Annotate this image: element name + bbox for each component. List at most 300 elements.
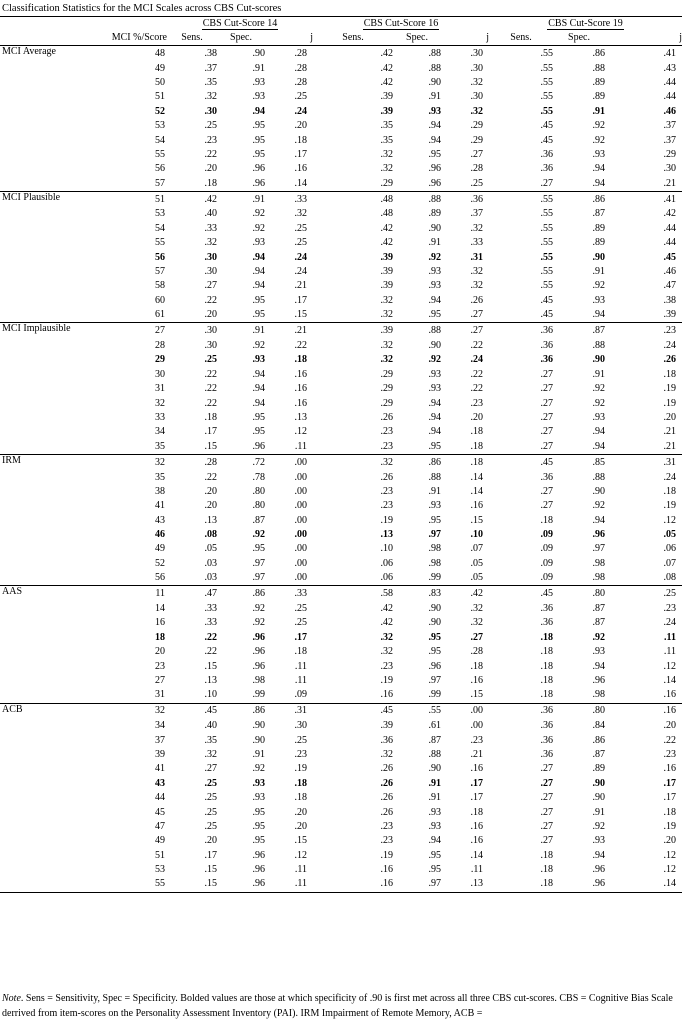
mci-score-cell: 31 [155, 689, 165, 701]
stat-cell: .36 [540, 471, 553, 483]
stat-cell: .48 [313, 191, 393, 207]
stat-cell: .35 [380, 120, 393, 132]
stat-cell: .17 [204, 426, 217, 438]
stat-cell: .36 [489, 323, 553, 339]
stat-cell: .90 [592, 251, 605, 263]
stat-cell: .16 [663, 689, 676, 701]
stat-cell: .32 [204, 748, 217, 760]
mci-score-cell: 29 [155, 354, 165, 366]
stat-cell: .15 [294, 835, 307, 847]
stat-cell: .32 [470, 76, 483, 88]
stat-cell: .28 [167, 454, 217, 470]
stat-cell: .44 [663, 237, 676, 249]
stat-cell: .27 [470, 309, 483, 321]
stat-cell: .25 [204, 792, 217, 804]
sens-header: Sens. [489, 31, 553, 46]
stat-cell: .96 [252, 660, 265, 672]
stat-cell: .18 [540, 849, 553, 861]
stat-cell: .32 [470, 617, 483, 629]
stat-cell: .23 [380, 500, 393, 512]
stat-cell: .00 [294, 572, 307, 584]
stat-cell: .85 [553, 454, 605, 470]
stat-cell: .95 [428, 646, 441, 658]
stat-cell: .86 [217, 703, 265, 719]
stat-cell: .30 [294, 720, 307, 732]
mci-score-cell: 43 [155, 777, 165, 789]
stat-cell: .96 [428, 177, 441, 189]
group-header-cut16: CBS Cut-Score 16 [313, 17, 489, 32]
table-row [0, 542, 682, 556]
stat-cell: .30 [204, 340, 217, 351]
mci-score-cell: 51 [155, 849, 165, 861]
stat-cell: .32 [204, 237, 217, 249]
stat-cell: .32 [313, 454, 393, 470]
stat-cell: .96 [252, 646, 265, 658]
stat-cell: .93 [428, 383, 441, 395]
stat-cell: .35 [204, 76, 217, 88]
stat-cell: .23 [380, 820, 393, 832]
stat-cell: .87 [252, 514, 265, 526]
stat-cell: .92 [592, 120, 605, 132]
stat-cell: .93 [592, 646, 605, 658]
stat-cell: .96 [592, 674, 605, 686]
stat-cell: .20 [294, 120, 307, 132]
stat-cell: .98 [592, 557, 605, 569]
stat-cell: .14 [470, 471, 483, 483]
stat-cell: .96 [553, 877, 605, 892]
stat-cell: .32 [204, 91, 217, 103]
stat-cell: .47 [167, 586, 217, 602]
stat-cell: .35 [204, 734, 217, 746]
stat-cell: .17 [470, 792, 483, 804]
stat-cell: .25 [204, 354, 217, 366]
stat-cell: .26 [380, 471, 393, 483]
table-row [0, 177, 682, 192]
mci-score-cell: 34 [155, 426, 165, 438]
stat-cell: .26 [380, 792, 393, 804]
table-row [0, 133, 682, 147]
stat-cell: .37 [470, 208, 483, 220]
mci-score-cell: 51 [155, 91, 165, 103]
stat-cell: .16 [470, 820, 483, 832]
stat-cell: .28 [470, 646, 483, 658]
stat-cell: .91 [217, 323, 265, 339]
stat-cell: .42 [380, 47, 393, 59]
stat-cell: .87 [553, 323, 605, 339]
stat-cell: .86 [553, 191, 605, 207]
stat-cell: .55 [540, 251, 553, 263]
stat-cell: .94 [252, 383, 265, 395]
mci-score-cell: 35 [155, 440, 165, 452]
stat-cell: .18 [663, 485, 676, 497]
stat-cell: .18 [294, 777, 307, 789]
table-row [0, 470, 682, 484]
stat-cell: .32 [470, 266, 483, 278]
stat-cell: .45 [167, 703, 217, 719]
stat-cell: .16 [294, 397, 307, 409]
stat-cell: .89 [592, 76, 605, 88]
stat-cell: .28 [294, 62, 307, 74]
table-row [0, 586, 682, 602]
table-row [0, 674, 682, 688]
table-row [0, 323, 682, 339]
stat-cell: .42 [380, 62, 393, 74]
mci-score-cell: 38 [155, 485, 165, 497]
stat-cell: .95 [252, 309, 265, 321]
mci-score-cell: 18 [155, 631, 165, 643]
stat-cell: .27 [540, 777, 553, 789]
section-label: IRM [0, 454, 90, 470]
stat-cell: .11 [663, 646, 676, 658]
stat-cell: .47 [663, 280, 676, 292]
stat-cell: .94 [428, 835, 441, 847]
table-row [0, 396, 682, 410]
stat-cell: .15 [294, 309, 307, 321]
mci-score-cell: 33 [155, 411, 165, 423]
stat-cell: .25 [204, 806, 217, 818]
table-row [0, 207, 682, 221]
stat-cell: .92 [252, 603, 265, 615]
stat-cell: .36 [540, 603, 553, 615]
table-row [0, 236, 682, 250]
group-header-cut14: CBS Cut-Score 14 [167, 17, 313, 32]
table-row [0, 777, 682, 791]
mci-score-cell: 27 [155, 674, 165, 686]
stat-cell: .18 [540, 660, 553, 672]
mci-score-cell: 53 [155, 864, 165, 876]
stat-cell: .94 [252, 397, 265, 409]
mci-score-cell: 31 [155, 383, 165, 395]
table-row [0, 105, 682, 119]
table-row [0, 834, 682, 848]
table-row [0, 76, 682, 90]
stat-cell: .95 [252, 411, 265, 423]
table-row [0, 308, 682, 323]
stat-cell: .96 [217, 877, 265, 892]
stat-cell: .16 [605, 703, 682, 719]
stat-cell: .30 [470, 47, 483, 59]
stat-cell: .31 [605, 454, 682, 470]
spec-header: Spec. [393, 31, 441, 46]
stat-cell: .93 [592, 411, 605, 423]
stat-cell: .36 [540, 720, 553, 732]
stat-cell: .97 [428, 674, 441, 686]
stat-cell: .08 [663, 572, 676, 584]
stat-cell: .22 [204, 631, 217, 643]
mci-score-cell: 55 [155, 237, 165, 249]
stat-cell: .91 [428, 485, 441, 497]
stat-cell: .03 [204, 572, 217, 584]
stat-cell: .22 [294, 340, 307, 351]
stat-cell: .90 [592, 485, 605, 497]
stat-cell: .27 [540, 397, 553, 409]
stat-cell: .91 [428, 91, 441, 103]
table-row [0, 848, 682, 862]
stat-cell: .94 [592, 660, 605, 672]
stat-cell: .45 [540, 134, 553, 146]
stat-cell: .55 [540, 280, 553, 292]
stat-cell: .55 [489, 191, 553, 207]
stat-cell: .94 [592, 426, 605, 438]
stat-cell: .20 [204, 835, 217, 847]
stat-cell: .23 [380, 660, 393, 672]
stat-cell: .22 [204, 383, 217, 395]
stat-cell: .33 [204, 617, 217, 629]
stat-cell: .07 [470, 543, 483, 555]
stat-cell: .10 [470, 529, 483, 541]
stat-cell: .99 [428, 572, 441, 584]
mci-score-cell: 58 [155, 280, 165, 292]
stat-cell: .42 [380, 222, 393, 234]
stat-cell: .17 [294, 294, 307, 306]
stat-cell: .17 [470, 777, 483, 789]
stat-cell: .18 [294, 646, 307, 658]
table-body [0, 46, 682, 893]
mci-score-cell: 37 [155, 734, 165, 746]
stat-cell: .96 [252, 177, 265, 189]
stat-cell: .27 [540, 177, 553, 189]
stat-cell: .26 [380, 806, 393, 818]
stat-cell: .91 [592, 105, 605, 117]
table-row [0, 877, 682, 892]
stat-cell: .36 [380, 734, 393, 746]
stat-cell: .45 [489, 586, 553, 602]
stat-cell: .16 [294, 383, 307, 395]
stat-cell: .13 [294, 411, 307, 423]
stat-cell: .93 [592, 148, 605, 160]
stat-cell: .27 [540, 368, 553, 380]
stat-cell: .97 [252, 557, 265, 569]
mci-score-cell: 55 [155, 148, 165, 160]
stat-cell: .18 [540, 674, 553, 686]
stat-cell: .90 [428, 763, 441, 775]
stat-cell: .06 [380, 557, 393, 569]
mci-score-cell: 45 [155, 806, 165, 818]
stat-cell: .13 [380, 529, 393, 541]
mci-score-cell: 11 [90, 586, 167, 602]
stat-cell: .00 [294, 529, 307, 541]
stat-cell: .22 [204, 368, 217, 380]
stat-cell: .86 [393, 454, 441, 470]
stat-cell: .95 [428, 631, 441, 643]
stat-cell: .55 [540, 208, 553, 220]
stat-cell: .42 [380, 237, 393, 249]
stat-cell: .25 [204, 120, 217, 132]
stat-cell: .12 [294, 426, 307, 438]
stat-cell: .37 [204, 62, 217, 74]
stat-cell: .58 [313, 586, 393, 602]
stat-cell: .15 [470, 514, 483, 526]
stat-cell: .21 [265, 323, 313, 339]
stat-cell: .27 [540, 820, 553, 832]
stat-cell: .21 [663, 177, 676, 189]
stat-cell: .86 [592, 47, 605, 59]
stat-cell: .97 [428, 529, 441, 541]
section-label: AAS [0, 586, 90, 602]
table-row [0, 382, 682, 396]
stat-cell: .55 [540, 105, 553, 117]
stat-cell: .95 [428, 440, 441, 452]
stat-cell: .23 [663, 748, 676, 760]
mci-score-cell: 43 [155, 514, 165, 526]
stat-cell: .97 [393, 877, 441, 892]
stat-cell: .92 [592, 631, 605, 643]
table-row [0, 265, 682, 279]
stat-cell: .93 [252, 76, 265, 88]
stat-cell: .55 [540, 62, 553, 74]
stat-cell: .40 [204, 720, 217, 732]
stat-cell: .94 [592, 849, 605, 861]
table-row [0, 762, 682, 776]
stat-cell: .88 [592, 471, 605, 483]
stat-cell: .93 [428, 280, 441, 292]
table-row [0, 191, 682, 207]
table-row [0, 294, 682, 308]
mci-score-cell: 54 [155, 222, 165, 234]
stat-cell: .18 [540, 689, 553, 701]
stat-cell: .20 [663, 720, 676, 732]
stat-cell: .99 [252, 689, 265, 701]
stat-cell: .14 [470, 485, 483, 497]
stat-cell: .23 [380, 835, 393, 847]
stat-cell: .55 [540, 237, 553, 249]
table-row [0, 805, 682, 819]
stat-cell: .18 [294, 354, 307, 366]
stat-cell: .91 [428, 792, 441, 804]
stat-cell: .96 [252, 631, 265, 643]
stat-cell: .30 [167, 323, 217, 339]
stat-cell: .90 [428, 617, 441, 629]
mci-score-cell: 44 [155, 792, 165, 804]
stat-cell: .95 [252, 426, 265, 438]
stat-cell: .30 [663, 163, 676, 175]
stat-cell: .39 [313, 323, 393, 339]
header-row-groups [0, 17, 682, 32]
stat-cell: .22 [470, 383, 483, 395]
mci-score-cell: 53 [155, 208, 165, 220]
stat-cell: .93 [428, 500, 441, 512]
stat-cell: .11 [265, 877, 313, 892]
stat-cell: .97 [592, 543, 605, 555]
stat-cell: .32 [380, 748, 393, 760]
stat-cell: .27 [540, 485, 553, 497]
stat-cell: .36 [441, 191, 489, 207]
mci-score-cell: 61 [155, 309, 165, 321]
stat-cell: .20 [204, 309, 217, 321]
stat-cell: .45 [489, 454, 553, 470]
stat-cell: .17 [663, 777, 676, 789]
stat-cell: .20 [204, 500, 217, 512]
stat-cell: .92 [252, 529, 265, 541]
stat-cell: .91 [252, 62, 265, 74]
stat-cell: .29 [380, 383, 393, 395]
stat-cell: .39 [380, 91, 393, 103]
spec-header: Spec. [553, 31, 605, 46]
stat-cell: .23 [470, 397, 483, 409]
stat-cell: .25 [294, 603, 307, 615]
stat-cell: .96 [252, 440, 265, 452]
mci-score-cell: 32 [90, 703, 167, 719]
stat-cell: .93 [252, 777, 265, 789]
stat-cell: .30 [470, 91, 483, 103]
stat-cell: .92 [592, 280, 605, 292]
stat-cell: .20 [663, 411, 676, 423]
stat-cell: .26 [380, 763, 393, 775]
stat-cell: .20 [294, 806, 307, 818]
stat-cell: .33 [265, 586, 313, 602]
stat-cell: .27 [540, 426, 553, 438]
stat-cell: .05 [204, 543, 217, 555]
stat-cell: .96 [252, 864, 265, 876]
stat-cell: .09 [540, 557, 553, 569]
mci-score-cell: 56 [155, 572, 165, 584]
stat-cell: .13 [204, 674, 217, 686]
table-row [0, 659, 682, 673]
stat-cell: .78 [252, 471, 265, 483]
mci-score-cell: 49 [155, 835, 165, 847]
stat-cell: .22 [204, 397, 217, 409]
stat-cell: .24 [663, 340, 676, 351]
stat-cell: .06 [380, 572, 393, 584]
stat-cell: .23 [605, 323, 682, 339]
stat-cell: .15 [167, 877, 217, 892]
stat-cell: .94 [428, 397, 441, 409]
stat-cell: .94 [252, 368, 265, 380]
stat-cell: .26 [380, 411, 393, 423]
table-note [2, 991, 680, 1021]
stat-cell: .95 [252, 294, 265, 306]
section-label: MCI Implausible [0, 323, 90, 339]
section-label: ACB [0, 703, 90, 719]
stat-cell: .55 [540, 91, 553, 103]
stat-cell: .32 [380, 148, 393, 160]
stat-cell: .14 [605, 877, 682, 892]
stat-cell: .25 [605, 586, 682, 602]
stat-cell: .38 [204, 47, 217, 59]
table-row [0, 748, 682, 762]
table-row [0, 499, 682, 513]
stat-cell: .25 [204, 777, 217, 789]
stat-cell: .27 [540, 440, 553, 452]
stat-cell: .94 [592, 514, 605, 526]
stat-cell: .92 [252, 222, 265, 234]
mci-score-cell: 60 [155, 294, 165, 306]
stat-cell: .92 [428, 354, 441, 366]
stat-cell: .12 [663, 660, 676, 672]
stat-cell: .36 [540, 617, 553, 629]
stat-cell: .30 [204, 251, 217, 263]
stat-cell: .19 [294, 763, 307, 775]
stat-cell: .88 [428, 47, 441, 59]
stat-cell: .23 [380, 485, 393, 497]
stat-cell: .25 [294, 222, 307, 234]
stat-cell: .91 [428, 777, 441, 789]
mci-score-cell: 52 [155, 557, 165, 569]
stat-cell: .42 [380, 603, 393, 615]
stat-cell: .36 [540, 354, 553, 366]
stat-cell: .09 [294, 689, 307, 701]
sens-header: Sens. [313, 31, 393, 46]
stat-cell: .90 [428, 222, 441, 234]
mci-score-cell: 30 [155, 368, 165, 380]
stat-cell: .18 [470, 426, 483, 438]
stat-cell: .16 [470, 763, 483, 775]
stat-cell: .11 [664, 631, 676, 643]
stat-cell: .00 [294, 485, 307, 497]
mci-score-cell: 55 [90, 877, 167, 892]
stat-cell: .32 [470, 105, 483, 117]
stat-cell: .19 [663, 397, 676, 409]
